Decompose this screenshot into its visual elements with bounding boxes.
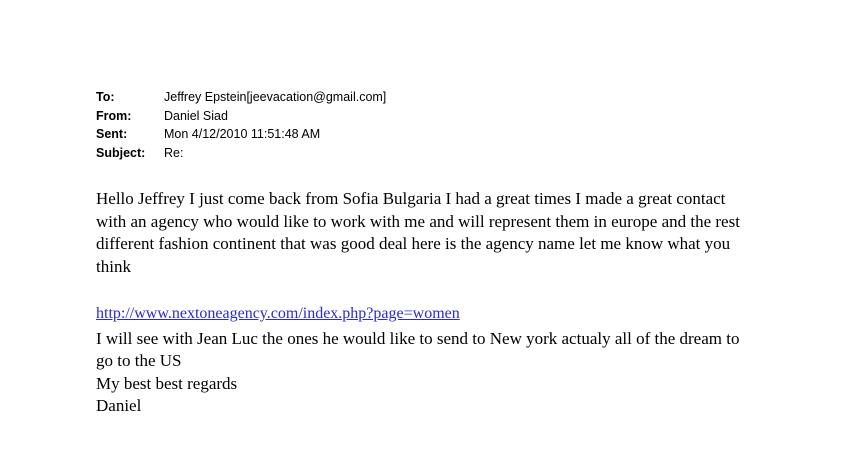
email-paragraph-1: Hello Jeffrey I just come back from Sofia Bulgaria I had a great times I made a great contact with an agency who would like to work with me and will represent them in europe and the rest different fashion continent that was good deal here is the agency name let me know what you think	[96, 189, 740, 276]
header-value-sent: Mon 4/12/2010 11:51:48 AM	[164, 127, 321, 141]
header-value-to: Jeffrey Epstein[jeevacation@gmail.com]	[164, 90, 387, 104]
email-paragraph-2: I will see with Jean Luc the ones he would like to send to New york actualy all of the dream to go to the US	[96, 328, 740, 370]
header-row-to	[96, 88, 756, 107]
email-document	[96, 88, 756, 418]
header-label-to: To:	[96, 90, 115, 104]
header-row-sent	[96, 125, 756, 144]
email-closing: My best best regards	[96, 373, 238, 393]
header-label-from: From:	[96, 108, 132, 123]
email-link-line	[96, 302, 756, 326]
header-row-subject	[96, 144, 756, 163]
header-value-subject: Re:	[164, 145, 184, 160]
header-row-from	[96, 107, 756, 126]
header-label-sent: Sent:	[96, 127, 128, 141]
agency-website-link[interactable]: http://www.nextoneagency.com/index.php?page=women	[96, 305, 460, 322]
email-signature: Daniel	[96, 396, 142, 415]
email-header-block	[96, 88, 756, 162]
header-value-from: Daniel Siad	[164, 108, 228, 123]
header-label-subject: Subject:	[96, 145, 146, 160]
